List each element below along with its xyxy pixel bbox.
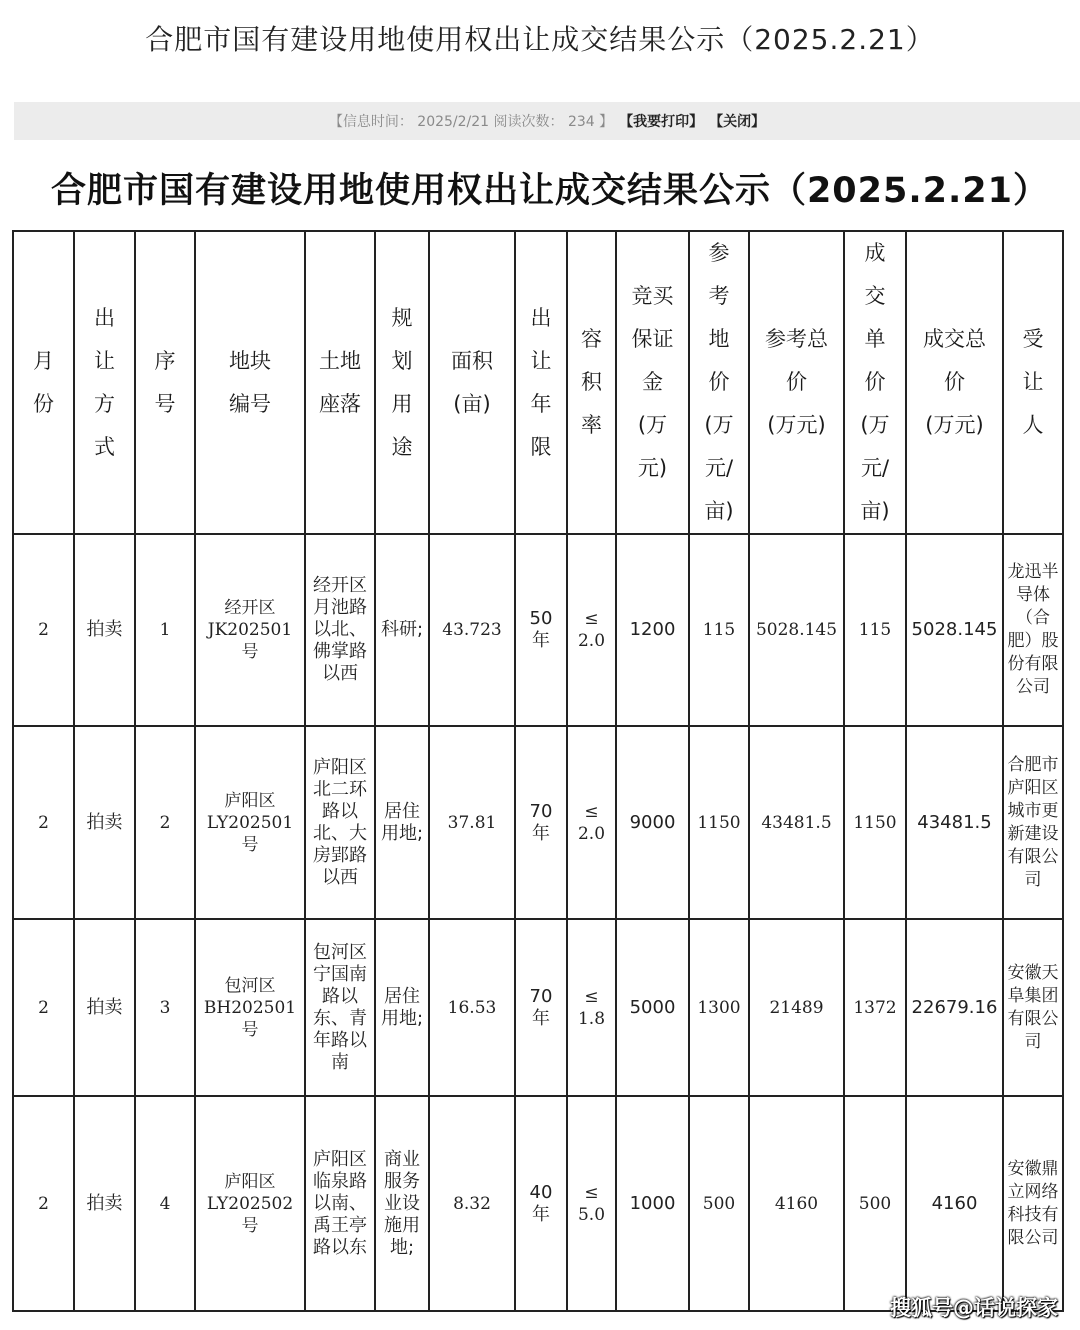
document-title: 合肥市国有建设用地使用权出让成交结果公示（2025.2.21）: [50, 171, 1050, 211]
cell-use: 居住用地;: [375, 919, 429, 1096]
header-line: (亩): [453, 391, 491, 416]
cell-parcel-line: JK202501: [207, 620, 293, 640]
header-seq: [135, 231, 195, 534]
header-line: (万: [704, 413, 734, 437]
cell-deal-total: 43481.5: [906, 726, 1003, 919]
cell-term-line: 50: [529, 608, 553, 629]
cell-far-line: 1.8: [577, 1008, 606, 1029]
header-line: 价: [944, 370, 965, 394]
cell-location: 庐阳区北二环路以北、大房郢路以西: [305, 726, 375, 919]
watermark-text: 搜狐号@话说探家: [890, 1296, 1058, 1320]
header-line: 保证: [631, 327, 674, 351]
header-line: 价: [708, 370, 730, 394]
cell-grantee: 龙迅半导体（合肥）股份有限公司: [1003, 534, 1063, 726]
cell-area: 8.32: [429, 1096, 515, 1311]
cell-parcel: [195, 1096, 305, 1311]
cell-far-line: 2.0: [577, 823, 606, 844]
header-line: (万: [860, 413, 890, 437]
cell-far-line: ≤: [584, 986, 599, 1007]
cell-parcel: [195, 919, 305, 1096]
cell-far: [567, 919, 616, 1096]
header-line: 式: [94, 434, 115, 459]
cell-deal-total: 4160: [906, 1096, 1003, 1311]
cell-month: 2: [13, 919, 74, 1096]
cell-term-line: 年: [532, 1203, 550, 1225]
cell-parcel-line: 号: [241, 642, 259, 662]
cell-parcel-line: 号: [241, 834, 259, 855]
header-ref-price: [689, 231, 749, 534]
cell-location: 包河区宁国南路以东、青年路以南: [305, 919, 375, 1096]
header-line: 率: [581, 413, 602, 437]
close-link[interactable]: 【关闭】: [709, 114, 766, 130]
cell-unit-price: 115: [844, 534, 906, 726]
header-grantee: [1003, 231, 1063, 534]
header-line: 单: [864, 327, 886, 351]
cell-area: 37.81: [429, 726, 515, 919]
cell-use: 商业服务业设施用地;: [375, 1096, 429, 1311]
cell-month: 2: [13, 726, 74, 919]
header-line: 亩): [704, 499, 734, 523]
header-line: 面积: [451, 348, 493, 373]
cell-ref-total: 4160: [749, 1096, 844, 1311]
header-area: [429, 231, 515, 534]
header-line: 土地: [319, 348, 361, 373]
cell-ref-price: 1150: [689, 726, 749, 919]
header-line: 参考总: [765, 327, 828, 351]
cell-deposit: 5000: [616, 919, 689, 1096]
header-line: 编号: [229, 391, 271, 416]
header-row: [13, 231, 1063, 534]
cell-far-line: ≤: [584, 801, 599, 822]
cell-seq: 3: [135, 919, 195, 1096]
header-line: 考: [708, 284, 730, 308]
print-link[interactable]: 【我要打印】: [619, 114, 704, 130]
header-line: 参: [708, 241, 730, 265]
cell-term-line: 70: [529, 800, 553, 822]
info-bar: [14, 102, 1080, 140]
header-line: 成: [864, 241, 886, 265]
cell-unit-price: 500: [844, 1096, 906, 1311]
cell-parcel-line: 号: [241, 1215, 259, 1236]
cell-ref-total: 5028.145: [749, 534, 844, 726]
header-method: [74, 231, 135, 534]
header-line: 容: [581, 327, 602, 351]
page-title: 合肥市国有建设用地使用权出让成交结果公示（2025.2.21）: [145, 23, 935, 56]
header-term: [515, 231, 567, 534]
cell-far-line: 5.0: [577, 1204, 606, 1225]
cell-ref-total: 43481.5: [749, 726, 844, 919]
cell-term: [515, 534, 567, 726]
header-parcel: [195, 231, 305, 534]
cell-area: 43.723: [429, 534, 515, 726]
cell-far-line: ≤: [584, 1182, 599, 1203]
cell-parcel-line: LY202501: [206, 812, 294, 833]
cell-ref-price: 1300: [689, 919, 749, 1096]
cell-seq: 2: [135, 726, 195, 919]
header-line: 人: [1022, 413, 1044, 437]
header-line: 元/: [860, 456, 890, 480]
cell-month: 2: [13, 534, 74, 726]
header-line: 方: [94, 391, 115, 416]
cell-method: 拍卖: [74, 1096, 135, 1311]
header-line: 序: [154, 348, 176, 373]
cell-deposit: 1200: [616, 534, 689, 726]
cell-term: [515, 919, 567, 1096]
cell-parcel-line: BH202501: [203, 997, 297, 1018]
cell-grantee: 安徽鼎立网络科技有限公司: [1003, 1096, 1063, 1311]
header-line: 成交总: [923, 327, 986, 351]
header-line: 受: [1022, 327, 1044, 351]
table-row: [13, 726, 1063, 919]
cell-grantee: 合肥市庐阳区城市更新建设有限公司: [1003, 726, 1063, 919]
cell-term-line: 年: [532, 822, 550, 844]
cell-use: 居住用地;: [375, 726, 429, 919]
header-line: 规: [391, 305, 413, 330]
cell-far: [567, 534, 616, 726]
header-line: 让: [94, 348, 115, 373]
cell-parcel-line: 号: [241, 1019, 259, 1040]
table-row: [13, 919, 1063, 1096]
cell-parcel: [195, 726, 305, 919]
cell-far-line: 2.0: [577, 631, 606, 651]
cell-month: 2: [13, 1096, 74, 1311]
header-line: 月: [33, 348, 54, 373]
header-line: 用: [391, 391, 413, 416]
cell-far-line: ≤: [584, 609, 599, 629]
header-line: 让: [530, 348, 552, 373]
header-deal-total: [906, 231, 1003, 534]
cell-grantee: 安徽天阜集团有限公司: [1003, 919, 1063, 1096]
table-row: [13, 1096, 1063, 1311]
header-line: 亩): [860, 499, 890, 523]
header-line: 限: [530, 434, 552, 459]
header-line: 途: [391, 434, 413, 459]
cell-deal-total: 22679.16: [906, 919, 1003, 1096]
header-line: 价: [864, 370, 886, 394]
header-line: 竞买: [631, 284, 674, 308]
cell-ref-total: 21489: [749, 919, 844, 1096]
cell-ref-price: 500: [689, 1096, 749, 1311]
header-line: 划: [391, 348, 413, 373]
table-body: [13, 534, 1063, 1311]
cell-deal-total: 5028.145: [906, 534, 1003, 726]
cell-term-line: 40: [529, 1181, 553, 1203]
cell-far: [567, 726, 616, 919]
header-line: 金: [642, 370, 663, 394]
header-line: 座落: [319, 391, 361, 416]
cell-location: 庐阳区临泉路以南、禹王亭路以东: [305, 1096, 375, 1311]
cell-term-line: 70: [529, 985, 553, 1007]
header-line: 出: [94, 305, 115, 330]
header-line: 让: [1022, 370, 1044, 394]
cell-method: 拍卖: [74, 919, 135, 1096]
cell-ref-price: 115: [689, 534, 749, 726]
header-line: (万元): [767, 413, 826, 437]
table-row: [13, 534, 1063, 726]
cell-seq: 4: [135, 1096, 195, 1311]
header-line: 元/: [704, 456, 734, 480]
info-text: 【信息时间： 2025/2/21 阅读次数： 234 】: [328, 114, 614, 130]
cell-area: 16.53: [429, 919, 515, 1096]
cell-method: 拍卖: [74, 534, 135, 726]
cell-unit-price: 1372: [844, 919, 906, 1096]
header-line: 号: [154, 391, 176, 416]
cell-method: 拍卖: [74, 726, 135, 919]
cell-deposit: 9000: [616, 726, 689, 919]
cell-location: 经开区月池路以北、佛掌路以西: [305, 534, 375, 726]
cell-parcel-line: LY202502: [206, 1193, 294, 1214]
header-line: (万: [637, 413, 668, 437]
header-use: [375, 231, 429, 534]
header-line: 份: [33, 391, 54, 416]
cell-term: [515, 1096, 567, 1311]
cell-parcel-line: 庐阳区: [224, 1171, 276, 1192]
cell-use: 科研;: [375, 534, 429, 726]
header-line: 交: [864, 284, 886, 308]
cell-deposit: 1000: [616, 1096, 689, 1311]
header-month: [13, 231, 74, 534]
header-line: 地: [708, 327, 730, 351]
header-line: 出: [530, 305, 552, 330]
cell-parcel: [195, 534, 305, 726]
cell-term-line: 年: [532, 630, 550, 651]
header-ref-total: [749, 231, 844, 534]
header-location: [305, 231, 375, 534]
header-line: 积: [581, 370, 602, 394]
header-line: 元): [637, 456, 668, 480]
header-line: 年: [530, 391, 552, 416]
header-deposit: [616, 231, 689, 534]
header-line: 地块: [229, 348, 271, 373]
cell-term-line: 年: [532, 1007, 550, 1029]
header-line: 价: [786, 370, 807, 394]
cell-far: [567, 1096, 616, 1311]
results-table-wrap: [12, 230, 1064, 1312]
cell-parcel-line: 包河区: [224, 975, 276, 996]
header-line: (万元): [925, 413, 984, 437]
header-far: [567, 231, 616, 534]
cell-parcel-line: 庐阳区: [224, 790, 276, 811]
cell-seq: 1: [135, 534, 195, 726]
header-unit-price: [844, 231, 906, 534]
cell-term: [515, 726, 567, 919]
results-table: [12, 230, 1064, 1312]
cell-unit-price: 1150: [844, 726, 906, 919]
cell-parcel-line: 经开区: [224, 598, 276, 618]
